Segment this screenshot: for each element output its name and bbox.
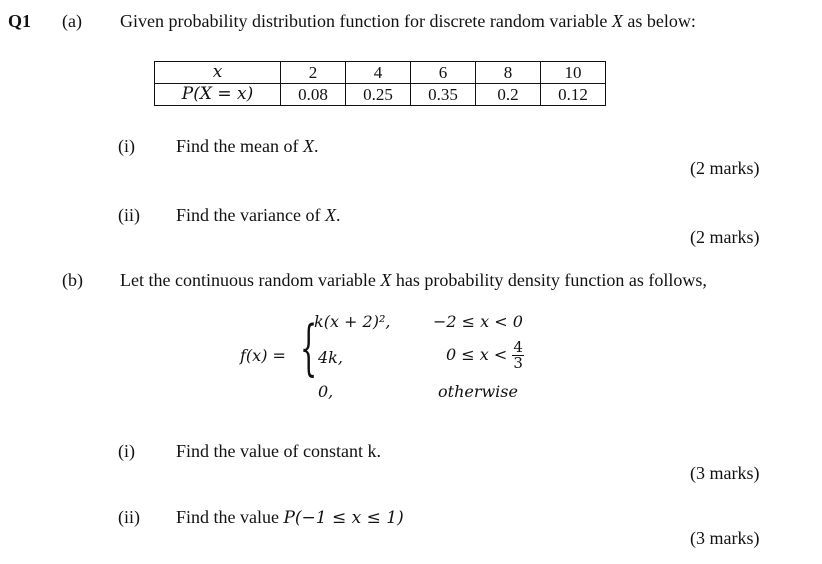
part-a-i-marks: (2 marks) xyxy=(690,158,760,178)
part-a-i-label: (i) xyxy=(118,136,135,156)
pdf-case2-fraction xyxy=(512,340,524,371)
part-b-ii-label: (ii) xyxy=(118,507,140,527)
part-b-ii-text-main: Find the value xyxy=(176,507,284,527)
table-header-p: P(X = x) xyxy=(155,84,281,106)
pdf-case3-expr: 0, xyxy=(318,382,334,401)
table-cell: 2 xyxy=(281,62,346,84)
table-cell: 4 xyxy=(346,62,411,84)
part-a-intro-var: X xyxy=(611,11,623,31)
part-a-label: (a) xyxy=(62,11,82,31)
pdf-case2-cond-text: 0 ≤ x < xyxy=(446,345,508,364)
part-a-ii-label: (ii) xyxy=(118,205,140,225)
distribution-table xyxy=(154,61,606,106)
table-cell: 0.25 xyxy=(346,84,411,106)
part-b-i-label: (i) xyxy=(118,441,135,461)
pdf-case2-denominator: 3 xyxy=(513,354,523,372)
part-a-i-text xyxy=(176,136,318,157)
pdf-case1-expr: k(x + 2)², xyxy=(314,312,391,331)
part-a-ii-marks: (2 marks) xyxy=(690,227,760,247)
part-a-ii-var: X xyxy=(324,205,336,225)
part-a-intro xyxy=(120,11,696,32)
part-b-intro xyxy=(120,270,707,291)
pdf-lhs: f(x) = xyxy=(240,346,286,365)
part-a-ii-end: . xyxy=(335,205,341,225)
pdf-case3-cond: otherwise xyxy=(438,382,518,401)
table-cell: 0.12 xyxy=(541,84,606,106)
pdf-brace: { xyxy=(300,313,318,383)
part-a-i-text-main: Find the mean of xyxy=(176,136,303,156)
part-a-ii-text xyxy=(176,205,340,226)
table-cell: 0.08 xyxy=(281,84,346,106)
part-a-i-var: X xyxy=(302,136,314,156)
table-row-p xyxy=(155,84,606,106)
part-b-intro-var: X xyxy=(380,270,392,290)
part-b-label: (b) xyxy=(62,270,83,290)
table-cell: 8 xyxy=(476,62,541,84)
pdf-case2-numerator: 4 xyxy=(513,338,523,356)
part-a-i-end: . xyxy=(313,136,319,156)
pdf-case2-expr: 4k, xyxy=(318,348,343,367)
part-b-i-marks: (3 marks) xyxy=(690,463,760,483)
table-cell: 10 xyxy=(541,62,606,84)
part-b-ii-marks: (3 marks) xyxy=(690,528,760,548)
part-b-ii-text xyxy=(176,507,404,528)
part-a-ii-text-main: Find the variance of xyxy=(176,205,325,225)
table-cell: 6 xyxy=(411,62,476,84)
table-cell: 0.35 xyxy=(411,84,476,106)
table-row-x xyxy=(155,62,606,84)
table-header-x: x xyxy=(155,62,281,84)
part-b-intro-prefix: Let the continuous random variable xyxy=(120,270,381,290)
pdf-case1-cond: −2 ≤ x < 0 xyxy=(433,312,523,331)
part-b-ii-expr: P(−1 ≤ x ≤ 1) xyxy=(283,508,404,528)
part-a-intro-suffix: as below: xyxy=(622,11,696,31)
question-number: Q1 xyxy=(8,11,32,31)
table-cell: 0.2 xyxy=(476,84,541,106)
pdf-case2-cond xyxy=(446,340,524,371)
part-b-intro-suffix: has probability density function as follows, xyxy=(391,270,707,290)
part-b-i-text: Find the value of constant k. xyxy=(176,441,381,461)
part-a-intro-prefix: Given probability distribution function for discrete random variable xyxy=(120,11,612,31)
